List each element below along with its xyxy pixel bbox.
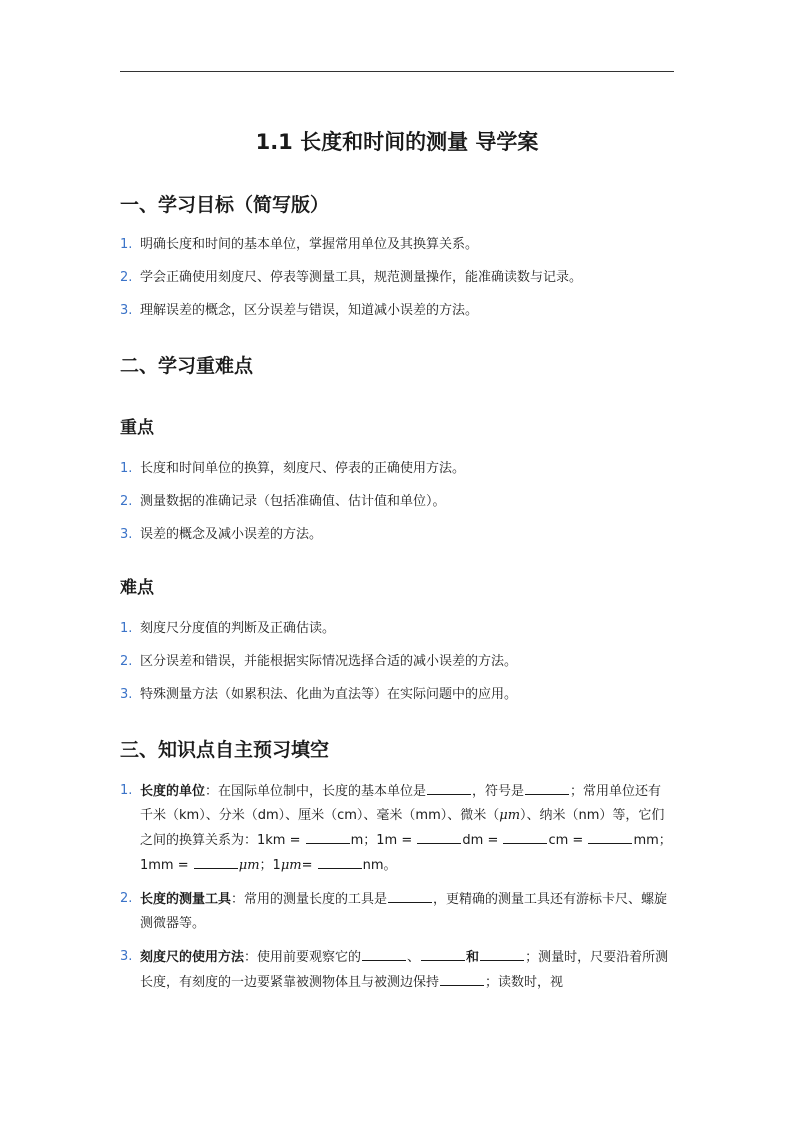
list-number: 1. bbox=[120, 461, 133, 476]
list-number: 3. bbox=[120, 687, 133, 702]
item-text: 、 bbox=[407, 950, 421, 965]
fill-blank[interactable] bbox=[362, 945, 406, 961]
list-item bbox=[120, 650, 674, 674]
header-rule bbox=[120, 71, 674, 72]
list-number: 3. bbox=[120, 949, 133, 964]
list-text: 学会正确使用刻度尺、停表等测量工具，规范测量操作，能准确读数与记录。 bbox=[140, 270, 583, 285]
fill-blank[interactable] bbox=[427, 779, 471, 795]
list-text: 明确长度和时间的基本单位，掌握常用单位及其换算关系。 bbox=[140, 237, 479, 252]
section-heading-objectives: 一、学习目标（简写版） bbox=[120, 194, 330, 216]
fill-blank[interactable] bbox=[421, 945, 465, 961]
objectives-list bbox=[120, 233, 674, 323]
list-number: 3. bbox=[120, 303, 133, 318]
fill-blank[interactable] bbox=[440, 970, 484, 986]
fill-blank[interactable] bbox=[588, 828, 632, 844]
fill-blank[interactable] bbox=[318, 853, 362, 869]
fill-item-measuring-tools bbox=[120, 887, 674, 936]
fill-item-ruler-usage bbox=[120, 945, 674, 995]
list-item bbox=[120, 266, 674, 290]
item-text: = bbox=[301, 858, 317, 873]
item-text: cm = bbox=[548, 833, 588, 848]
list-number: 1. bbox=[120, 237, 133, 252]
preview-fill-list bbox=[120, 779, 674, 995]
item-text: m；1m = bbox=[350, 833, 417, 848]
list-number: 2. bbox=[120, 270, 133, 285]
list-item bbox=[120, 617, 674, 641]
fill-blank[interactable] bbox=[417, 828, 461, 844]
list-text: 测量数据的准确记录（包括准确值、估计值和单位）。 bbox=[140, 494, 446, 509]
item-text: ：常用的测量长度的工具是 bbox=[231, 892, 388, 907]
list-text: 刻度尺分度值的判断及正确估读。 bbox=[140, 621, 336, 636]
list-number: 2. bbox=[120, 654, 133, 669]
list-item bbox=[120, 233, 674, 257]
list-text: 误差的概念及减小误差的方法。 bbox=[140, 527, 323, 542]
subheading-difficult: 难点 bbox=[120, 578, 154, 598]
fill-blank[interactable] bbox=[306, 828, 350, 844]
item-label: 长度的单位 bbox=[140, 784, 206, 799]
item-text: ：使用前要观察它的 bbox=[244, 950, 362, 965]
fill-blank[interactable] bbox=[480, 945, 524, 961]
key-points-list bbox=[120, 457, 674, 547]
fill-item-length-units bbox=[120, 779, 674, 878]
list-text: 特殊测量方法（如累积法、化曲为直法等）在实际问题中的应用。 bbox=[140, 687, 518, 702]
item-text: ；1 bbox=[259, 858, 281, 873]
fill-blank[interactable] bbox=[525, 779, 569, 795]
list-number: 1. bbox=[120, 621, 133, 636]
subheading-key: 重点 bbox=[120, 418, 154, 438]
item-text: ：在国际单位制中，长度的基本单位是 bbox=[205, 784, 427, 799]
math-symbol: μm bbox=[280, 858, 302, 873]
difficult-points-list bbox=[120, 617, 674, 707]
list-text: 理解误差的概念，区分误差与错误，知道减小误差的方法。 bbox=[140, 303, 479, 318]
section-heading-key-points: 二、学习重难点 bbox=[120, 355, 254, 377]
item-text: dm = bbox=[462, 833, 503, 848]
item-text-bold: 和 bbox=[466, 950, 480, 965]
item-label: 刻度尺的使用方法 bbox=[140, 950, 245, 965]
fill-blank[interactable] bbox=[194, 853, 238, 869]
item-text: ；读数时，视 bbox=[485, 975, 564, 990]
list-number: 3. bbox=[120, 527, 133, 542]
item-text: ）、纳米（nm）等，它们之间的换算关系为：1km = bbox=[140, 808, 665, 848]
list-item bbox=[120, 299, 674, 323]
list-item bbox=[120, 457, 674, 481]
list-text: 区分误差和错误，并能根据实际情况选择合适的减小误差的方法。 bbox=[140, 654, 518, 669]
math-symbol: μm bbox=[499, 808, 521, 823]
section-heading-preview: 三、知识点自主预习填空 bbox=[120, 739, 330, 761]
item-text: mm；1mm = bbox=[140, 833, 672, 873]
item-text: nm。 bbox=[362, 858, 397, 873]
list-item bbox=[120, 523, 674, 547]
list-item bbox=[120, 490, 674, 514]
page-title: 1.1 长度和时间的测量 导学案 bbox=[255, 130, 539, 154]
list-item bbox=[120, 683, 674, 707]
fill-blank[interactable] bbox=[388, 887, 432, 903]
item-text: ，符号是 bbox=[472, 784, 525, 799]
list-number: 1. bbox=[120, 783, 133, 798]
list-number: 2. bbox=[120, 494, 133, 509]
item-text: ，更精确的测量工具还有游标卡尺、螺旋测微器等。 bbox=[140, 892, 668, 931]
fill-blank[interactable] bbox=[503, 828, 547, 844]
item-text: ；测量时，尺要沿着所测长度，有刻度的一边要紧靠被测物体且与被测边保持 bbox=[140, 950, 669, 990]
item-label: 长度的测量工具 bbox=[140, 892, 232, 907]
math-symbol: μm bbox=[238, 858, 260, 873]
list-number: 2. bbox=[120, 891, 133, 906]
item-text: ；常用单位还有千米（km）、分米（dm）、厘米（cm）、毫米（mm）、微米（ bbox=[140, 784, 662, 823]
list-text: 长度和时间单位的换算，刻度尺、停表的正确使用方法。 bbox=[140, 461, 466, 476]
